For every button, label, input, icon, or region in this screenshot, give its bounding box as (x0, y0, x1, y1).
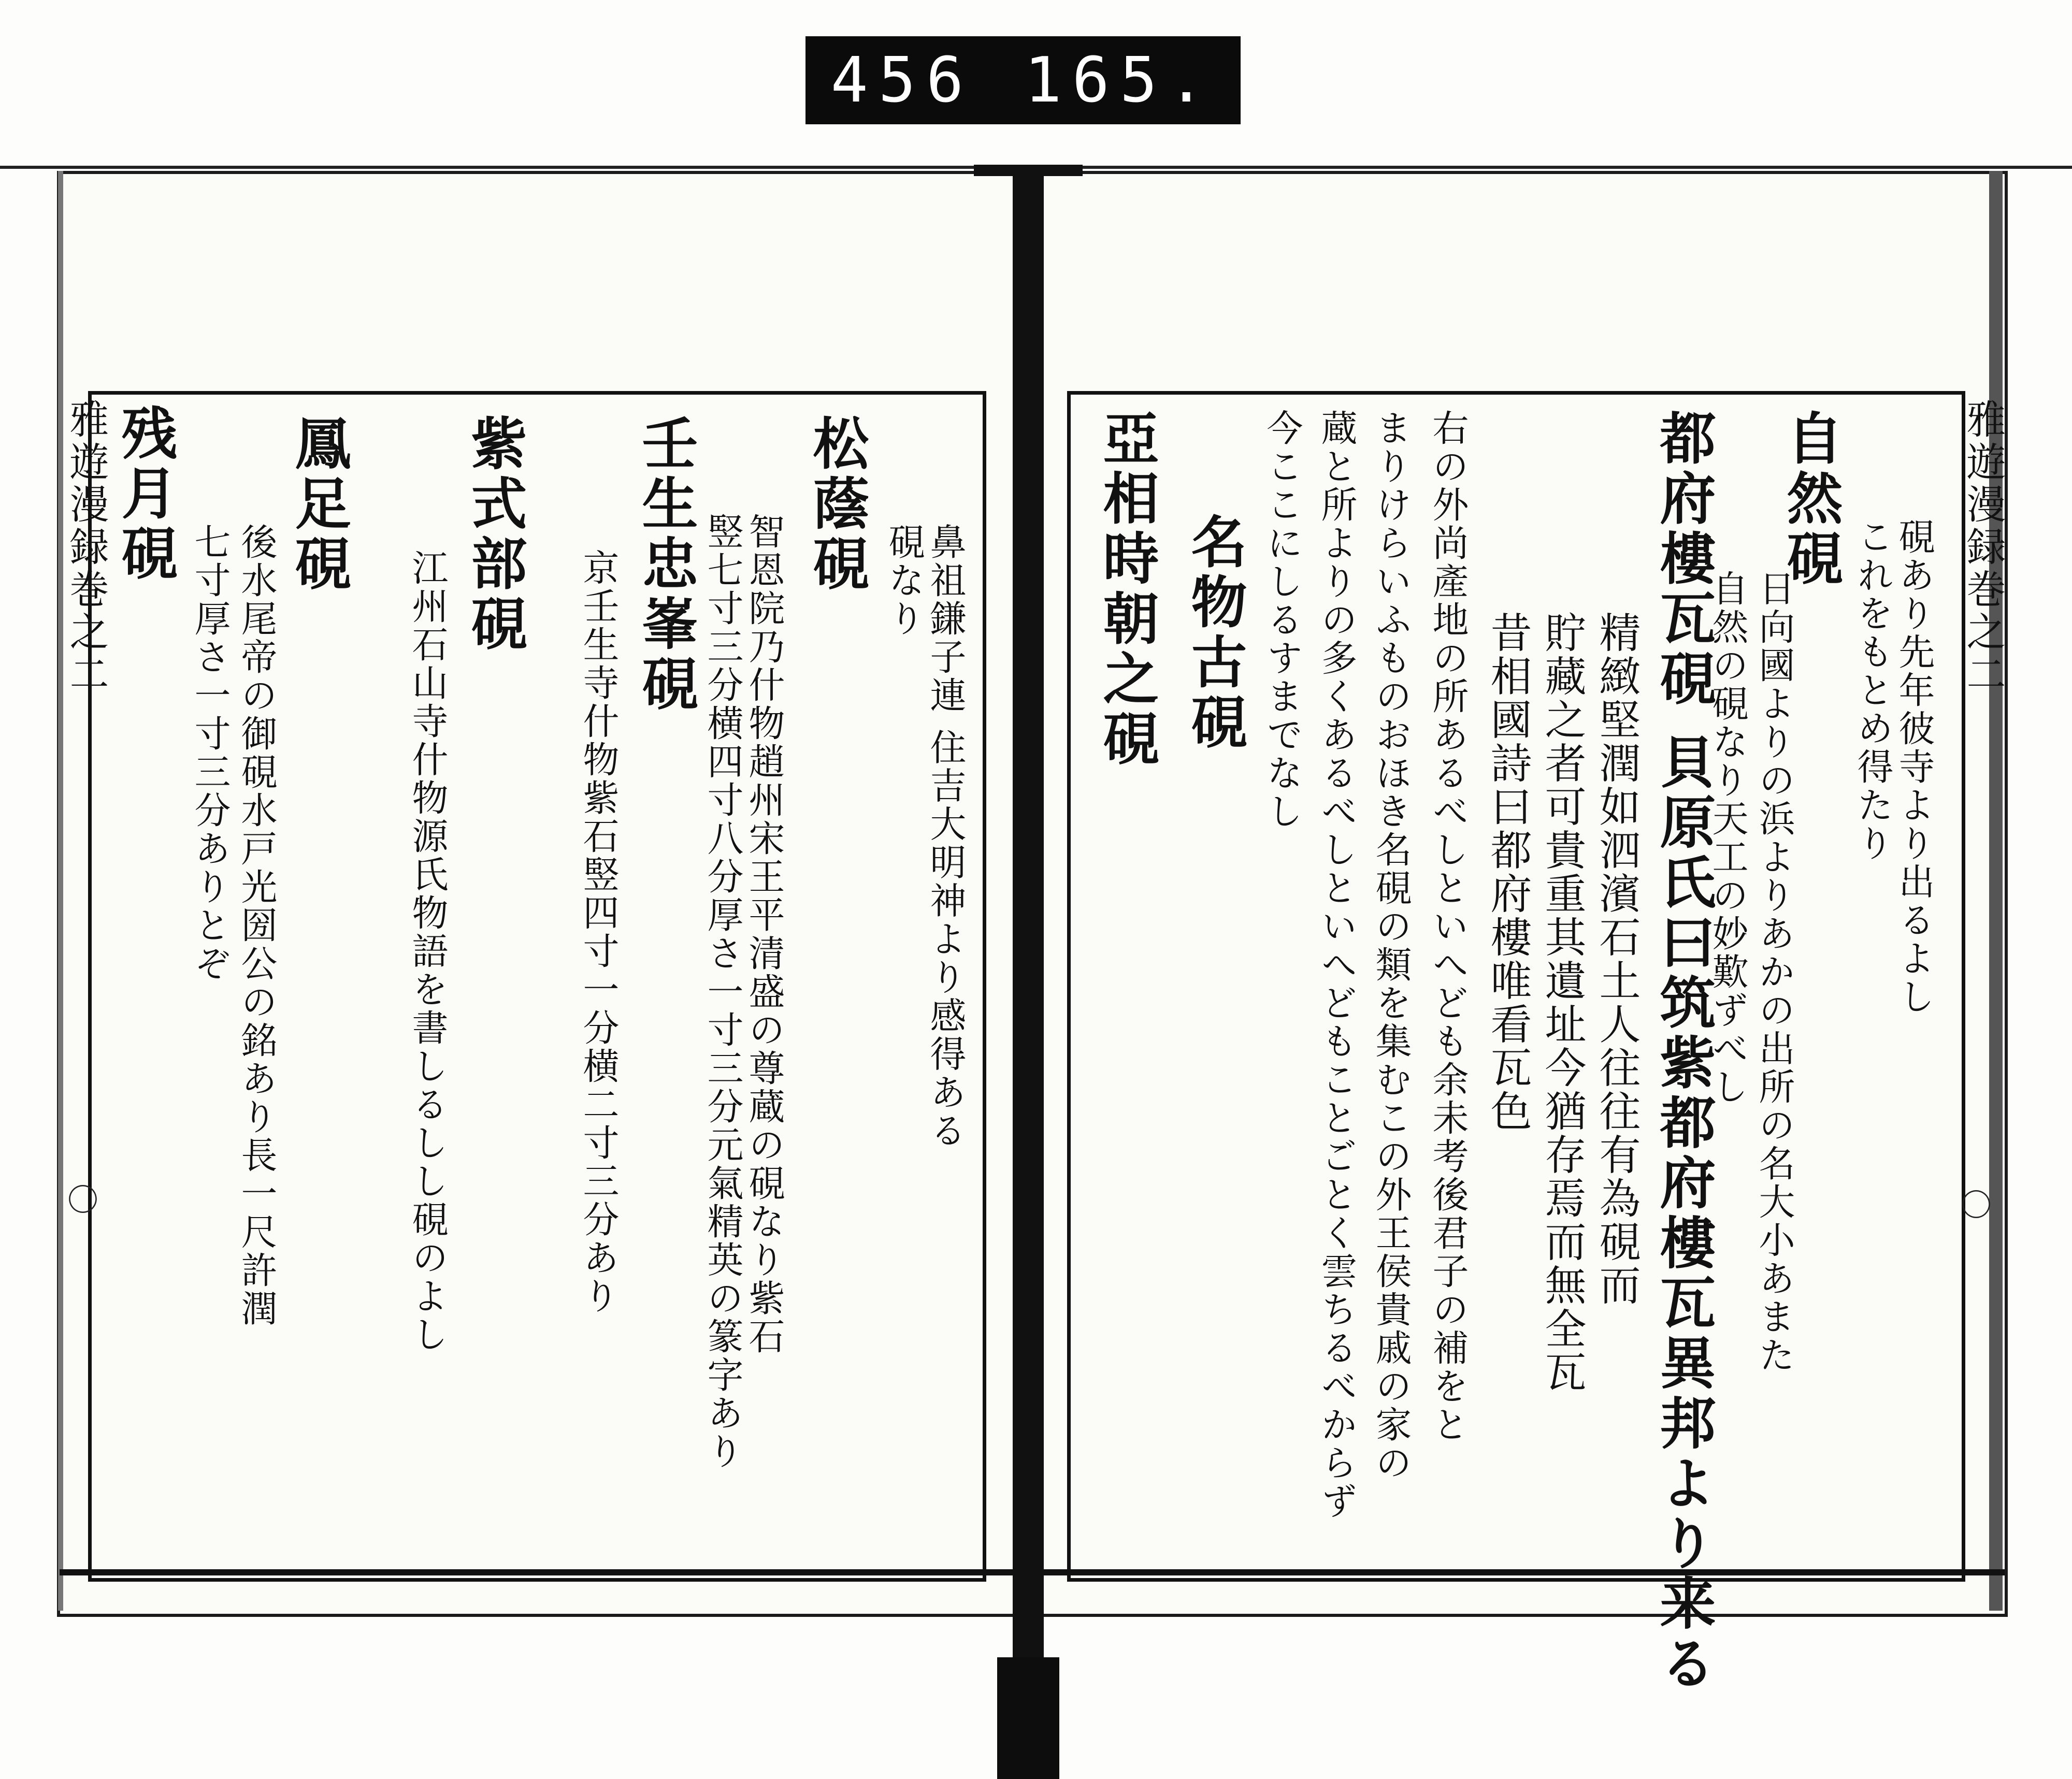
label-right-number: 165. (1024, 44, 1216, 117)
right-col-13: 今ここにしるすまでなし (1261, 409, 1303, 831)
left-col-12: 七寸厚さ一寸三分ありとぞ (189, 523, 231, 983)
left-heading-murasaki-shikibu: 紫式部硯 (462, 414, 527, 655)
left-heading-hoshoku: 鳳足硯 (285, 414, 351, 595)
left-col-9: 江州石山寺什物源氏物語を書しるしし硯のよし (406, 549, 449, 1354)
right-heading-meibutsu-koken: 名物古硯 (1182, 513, 1247, 753)
left-col-2: 硯なり (883, 523, 925, 638)
right-page-edge (1989, 171, 2003, 1611)
left-col-4: 智恩院乃什物趙州宋王平清盛の尊蔵の硯なり紫石 (743, 513, 785, 1356)
right-heading-tofurou-gahi: 都府樓瓦硯 貝原氏曰筑紫都府樓瓦異邦より来る (1650, 409, 1716, 1695)
call-number-label (805, 36, 1241, 124)
right-col-12: 蔵と所よりの多くあるべしといへどもことごとく雲ちるべからず (1315, 409, 1358, 1521)
label-left-number: 456 (830, 44, 974, 117)
right-col-7: 精緻堅潤如泗濱石土人往往有為硯而 (1592, 611, 1641, 1307)
left-heading-shoin-suzuri: 松蔭硯 (803, 414, 869, 595)
left-col-5: 竪七寸三分横四寸八分厚さ一寸三分元氣精英の篆字あり (701, 513, 744, 1471)
right-heading-asho-tokitomo: 亞相時朝之硯 (1093, 409, 1159, 770)
left-heading-mibu-tadamine: 壬生忠峯硯 (632, 414, 698, 715)
left-gutter-title: 雅遊漫録巻之二 (63, 399, 109, 696)
left-heading-zangetsu: 残月硯 (112, 404, 177, 584)
right-bottom-rule (1036, 1569, 2005, 1575)
book-spine (1013, 171, 1044, 1779)
right-col-1: 硯あり先年彼寺より出るよし (1893, 518, 1935, 1016)
fold-mark-left: 〇 (67, 1182, 98, 1219)
right-col-4: 日向國よりの浜よりあかの出所の名大小あまた (1753, 570, 1795, 1375)
left-col-11: 後水尾帝の御硯水戸光圀公の銘あり長一尺許潤 (235, 523, 278, 1328)
right-heading-shizen-suzuri: 自然硯 (1777, 409, 1843, 589)
right-col-8: 貯藏之者可貴重其遺址今猶存焉而無全瓦 (1538, 611, 1586, 1394)
left-bottom-rule (60, 1569, 1028, 1575)
fold-mark-right: 〇 (1961, 1188, 1992, 1224)
left-page-edge (58, 171, 63, 1611)
left-col-1: 鼻祖鎌子連 住吉大明神より感得ある (924, 523, 967, 1150)
right-col-10: 右の外尚產地の所あるべしといへども余未考後君子の補をと (1427, 409, 1469, 1444)
right-gutter-title: 雅遊漫録巻之二 (1960, 399, 2006, 696)
spine-bottom-block (997, 1657, 1059, 1779)
right-col-2: これをもとめ得たり (1851, 518, 1894, 863)
right-col-11: まりけらいふものおほき名硯の類を集むこの外王侯貴戚の家の (1370, 409, 1412, 1482)
right-col-5: 自然の硯なり天工の妙歎ずべし (1706, 570, 1749, 1106)
left-col-7: 京壬生寺什物紫石竪四寸一分横二寸三分あり (577, 549, 620, 1315)
right-col-9: 昔相國詩曰都府樓唯看瓦色 (1484, 611, 1532, 1133)
